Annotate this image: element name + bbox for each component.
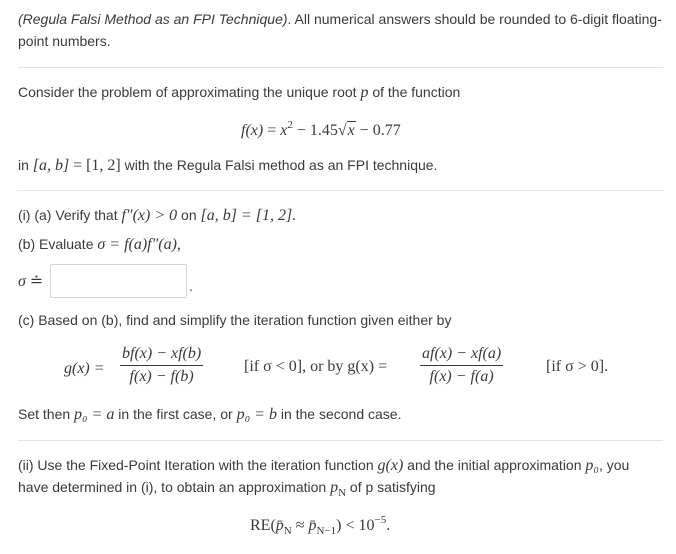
re-sub2: N−1 — [316, 525, 337, 537]
part-i-a — [18, 205, 296, 226]
sqrt-icon: √ — [337, 122, 347, 139]
ii-g: g(x) — [377, 457, 404, 474]
part-b-text: (b) Evaluate — [18, 236, 94, 252]
part-ii-line-1 — [18, 455, 629, 476]
problem-line-2 — [18, 155, 437, 176]
eq-sqrt-arg: x — [347, 122, 355, 139]
sigma-label-wrap — [18, 271, 43, 292]
fraction-1 — [120, 345, 203, 386]
condition-2 — [546, 358, 608, 376]
part-ii-line-2 — [18, 477, 436, 503]
intro-line-1 — [18, 9, 662, 29]
ii-pre: (ii) Use the Fixed-Point Iteration with the iteration function — [18, 457, 374, 473]
g-lhs — [64, 360, 105, 378]
set-line — [18, 404, 401, 425]
function-equation — [241, 119, 401, 140]
part-a-text: (i) (a) Verify that — [18, 207, 118, 223]
part-a-on: on — [181, 207, 197, 223]
problem-line2-post: with the Regula Falsi method as an FPI technique. — [124, 157, 438, 173]
re-sub1: N — [283, 525, 292, 537]
eq-minus: − — [296, 122, 306, 139]
eq-sign: = — [267, 122, 277, 139]
eq-lhs: f(x) — [241, 122, 264, 139]
part-i-b — [18, 234, 181, 255]
set-pre: Set then — [18, 406, 71, 422]
condition-1 — [244, 358, 387, 376]
intro-rest: . All numerical answers should be rounded to 6-digit floating- — [287, 11, 662, 27]
set-p0-b: p₀ = b — [236, 406, 277, 423]
re-p: p̄ — [275, 517, 284, 534]
re-p2: p̄ — [308, 517, 317, 534]
re-dot: . — [386, 517, 391, 534]
problem-line-1 — [18, 82, 460, 103]
interval-val: [1, 2] — [86, 157, 121, 174]
intro-title: (Regula Falsi Method as an FPI Technique) — [18, 11, 288, 27]
ii-pn-sub: N — [338, 487, 347, 499]
fraction-2 — [420, 345, 503, 386]
frac1-denominator: f(x) − f(b) — [129, 368, 194, 385]
problem-in: in — [18, 157, 29, 173]
divider — [18, 190, 663, 191]
interval-eq: = — [73, 157, 83, 174]
eq-const: 0.77 — [372, 122, 401, 139]
part-a-interval: [a, b] = [1, 2]. — [200, 207, 297, 224]
var-p: p — [360, 84, 369, 101]
ii-mid: and the initial approximation — [407, 457, 582, 473]
frac2-bar — [420, 365, 503, 366]
set-mid: in the first case, or — [118, 406, 233, 422]
cond2-text: [if σ > 0]. — [546, 358, 609, 375]
re-label: RE( — [250, 517, 276, 534]
divider — [18, 67, 663, 68]
eq-pow: 2 — [287, 119, 293, 131]
problem-text-end: of the function — [372, 84, 461, 100]
re-close: ) < 10 — [336, 517, 375, 534]
cond1-text: [if σ < 0], or by g(x) = — [244, 358, 388, 375]
frac2-denominator: f(x) − f(a) — [429, 368, 494, 385]
divider — [18, 440, 663, 441]
re-exp: −5 — [374, 514, 387, 526]
eq-coef: 1.45 — [309, 122, 338, 139]
problem-text: Consider the problem of approximating the unique root — [18, 84, 357, 100]
frac1-bar — [120, 365, 203, 366]
re-approx: ≈ — [291, 517, 309, 534]
ii-line2-pre: have determined in (i), to obtain an approximation — [18, 479, 327, 495]
part-i-c: (c) Based on (b), find and simplify the iteration function given either by — [18, 312, 452, 328]
eq-x: x — [280, 122, 288, 139]
ii-end: , you — [598, 457, 630, 473]
sigma-period: . — [189, 278, 193, 294]
g-lhs-text: g(x) = — [64, 360, 105, 377]
intro-line-2: point numbers. — [18, 33, 111, 49]
ii-pn: p — [330, 479, 339, 496]
sigma-answer-input[interactable] — [50, 264, 187, 298]
sigma-label: σ ≐ — [18, 273, 44, 290]
ii-p0: p₀ — [585, 457, 599, 474]
interval-ab: [a, b] — [32, 157, 70, 174]
part-a-math: f″(x) > 0 — [121, 207, 178, 224]
frac1-numerator: bf(x) − xf(b) — [122, 345, 202, 362]
set-post: in the second case. — [280, 406, 402, 422]
eq-minus-2: − — [359, 122, 369, 139]
re-inequality — [250, 514, 390, 537]
ii-line2-end: of p satisfying — [349, 479, 436, 495]
frac2-numerator: af(x) − xf(a) — [422, 345, 502, 362]
set-p0-a: p₀ = a — [74, 406, 115, 423]
part-b-math: σ = f(a)f″(a), — [97, 236, 181, 253]
